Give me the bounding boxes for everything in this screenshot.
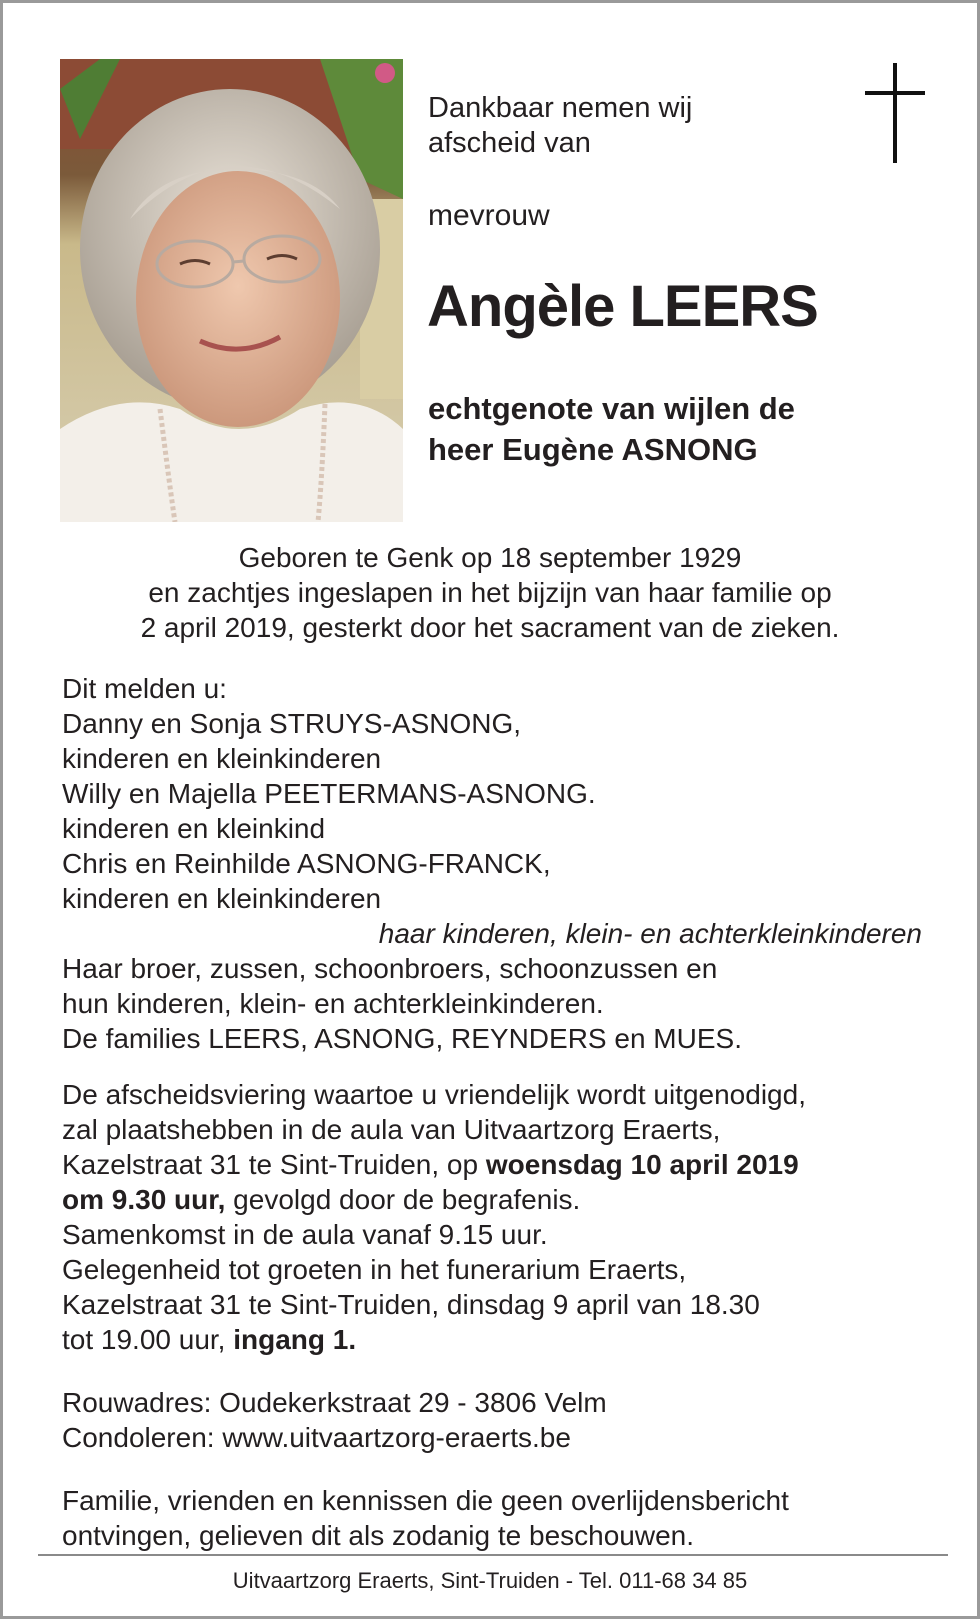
ceremony-date: woensdag 10 april 2019 bbox=[485, 1149, 799, 1180]
family-other-line: Haar broer, zussen, schoonbroers, schoonzussen en bbox=[62, 953, 718, 984]
notice-line: Familie, vrienden en kennissen die geen overlijdensbericht bbox=[62, 1485, 789, 1516]
ceremony-details bbox=[62, 1077, 942, 1357]
birth-line: 2 april 2019, gesterkt door het sacrament van de zieken. bbox=[140, 612, 840, 643]
ceremony-text: Kazelstraat 31 te Sint-Truiden, op bbox=[62, 1149, 486, 1180]
intro-line: Dankbaar nemen wij bbox=[428, 92, 693, 124]
ceremony-line: Samenkomst in de aula vanaf 9.15 uur. bbox=[62, 1219, 548, 1250]
spouse-line: echtgenote van wijlen de bbox=[428, 391, 795, 426]
family-line: kinderen en kleinkinderen bbox=[62, 883, 382, 914]
mourning-address: Rouwadres: Oudekerkstraat 29 - 3806 Velm bbox=[62, 1387, 607, 1418]
family-other-line: hun kinderen, klein- en achterkleinkinderen. bbox=[62, 988, 604, 1019]
family-line: kinderen en kleinkind bbox=[62, 813, 326, 844]
ceremony-line: De afscheidsviering waartoe u vriendelijk wordt uitgenodigd, bbox=[62, 1079, 806, 1110]
ceremony-entrance: ingang 1. bbox=[233, 1324, 357, 1355]
family-line: kinderen en kleinkinderen bbox=[62, 743, 382, 774]
intro-text bbox=[428, 91, 692, 161]
family-summary: haar kinderen, klein- en achterkleinkinderen bbox=[378, 918, 922, 949]
birth-line: Geboren te Genk op 18 september 1929 bbox=[238, 542, 742, 573]
portrait-photo bbox=[60, 59, 403, 522]
family-line: Chris en Reinhilde ASNONG-FRANCK, bbox=[62, 848, 551, 879]
ceremony-line: Gelegenheid tot groeten in het funerarium Eraerts, bbox=[62, 1254, 687, 1285]
cross-icon bbox=[865, 63, 925, 163]
honorific: mevrouw bbox=[428, 199, 550, 232]
spouse-text bbox=[428, 388, 795, 470]
contact-info bbox=[62, 1385, 607, 1455]
notice-line: ontvingen, gelieven dit als zodanig te beschouwen. bbox=[62, 1520, 694, 1551]
deceased-name: Angèle LEERS bbox=[427, 274, 818, 339]
family-list bbox=[62, 671, 922, 1056]
birth-death-text bbox=[3, 540, 977, 645]
ceremony-text: gevolgd door de begrafenis. bbox=[225, 1184, 581, 1215]
footer-funeral-home: Uitvaartzorg Eraerts, Sint-Truiden - Tel. 011-68 34 85 bbox=[232, 1568, 748, 1593]
family-other-line: De families LEERS, ASNONG, REYNDERS en MUES. bbox=[62, 1023, 742, 1054]
ceremony-line: zal plaatshebben in de aula van Uitvaartzorg Eraerts, bbox=[62, 1114, 721, 1145]
ceremony-line bbox=[62, 1322, 942, 1357]
family-line: Danny en Sonja STRUYS-ASNONG, bbox=[62, 708, 522, 739]
intro-line: afscheid van bbox=[428, 127, 591, 159]
family-heading: Dit melden u: bbox=[62, 673, 227, 704]
notice-text bbox=[62, 1483, 789, 1553]
footer-divider bbox=[38, 1554, 948, 1556]
family-line: Willy en Majella PEETERMANS-ASNONG. bbox=[62, 778, 596, 809]
ceremony-text: tot 19.00 uur, bbox=[62, 1324, 234, 1355]
ceremony-line: Kazelstraat 31 te Sint-Truiden, dinsdag 9 april van 18.30 bbox=[62, 1289, 760, 1320]
ceremony-line bbox=[62, 1147, 942, 1182]
condolence-website: Condoleren: www.uitvaartzorg-eraerts.be bbox=[62, 1422, 571, 1453]
ceremony-line bbox=[62, 1182, 942, 1217]
birth-line: en zachtjes ingeslapen in het bijzijn van haar familie op bbox=[148, 577, 832, 608]
ceremony-time: om 9.30 uur, bbox=[62, 1184, 226, 1215]
spouse-line: heer Eugène ASNONG bbox=[428, 432, 758, 467]
